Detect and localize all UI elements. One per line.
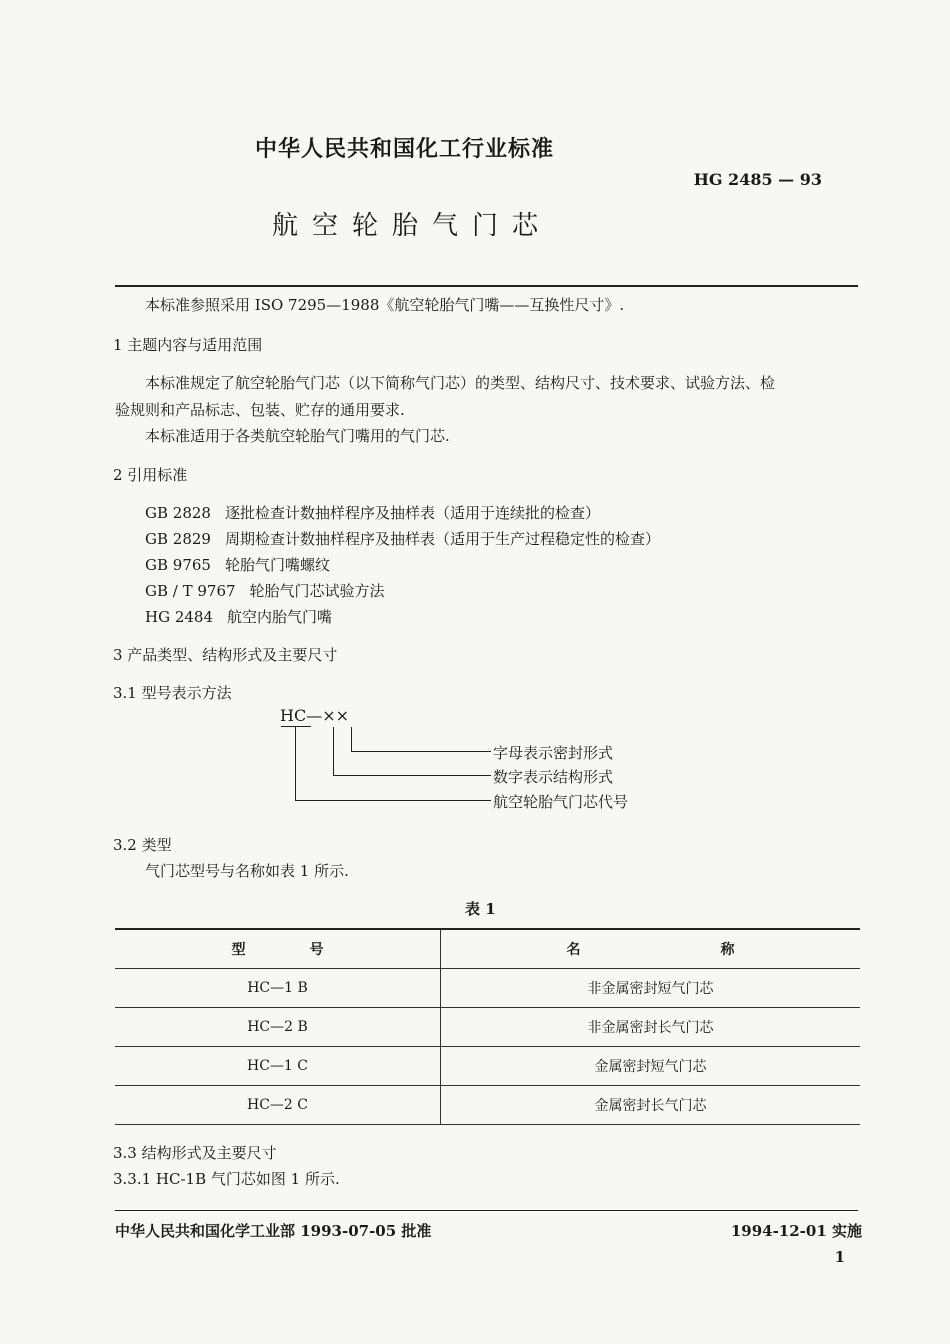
header-model: 型 号 — [115, 929, 441, 969]
section-3-2-text: 气门芯型号与名称如表 1 所示. — [145, 862, 349, 880]
page-number: 1 — [834, 1248, 845, 1266]
intro-text: 本标准参照采用 ISO 7295—1988《航空轮胎气门嘴——互换性尺寸》. — [145, 296, 625, 314]
reference-title: 轮胎气门嘴螺纹 — [224, 556, 330, 574]
section-1-heading: 1 主题内容与适用范围 — [113, 336, 263, 354]
cell-model: HC—2 B — [115, 1008, 441, 1047]
diagram-line — [295, 800, 491, 801]
section-2-heading: 2 引用标准 — [113, 466, 188, 484]
header-name: 名 称 — [441, 929, 861, 969]
cell-name: 非金属密封长气门芯 — [441, 1008, 861, 1047]
table-caption: 表 1 — [465, 900, 496, 918]
effective-date: 1994-12-01 实施 — [730, 1222, 862, 1240]
reference-item — [145, 528, 660, 549]
section-3-2-heading: 3.2 类型 — [113, 836, 172, 854]
reference-code: GB 9765 — [145, 556, 211, 574]
header-rule — [115, 285, 858, 287]
designation-label-code: 航空轮胎气门芯代号 — [493, 793, 629, 811]
standard-code: HG 2485 — 93 — [693, 170, 822, 189]
section-1-paragraph-line1: 本标准规定了航空轮胎气门芯（以下简称气门芯）的类型、结构尺寸、技术要求、试验方法、检 — [145, 374, 776, 392]
designation-underline — [281, 726, 311, 727]
section-3-3-heading: 3.3 结构形式及主要尺寸 — [113, 1144, 277, 1162]
reference-title: 周期检查计数抽样程序及抽样表（适用于生产过程稳定性的检查） — [224, 530, 660, 548]
table-row — [115, 969, 860, 1008]
table-row — [115, 1008, 860, 1047]
document-title: 航空轮胎气门芯 — [272, 211, 553, 241]
diagram-line — [351, 727, 352, 751]
designation-label-structure: 数字表示结构形式 — [493, 768, 614, 786]
reference-code: HG 2484 — [145, 608, 214, 626]
reference-item — [145, 502, 600, 523]
table-row — [115, 1047, 860, 1086]
reference-item — [145, 554, 330, 575]
diagram-line — [351, 751, 491, 752]
reference-title: 航空内胎气门嘴 — [227, 608, 333, 626]
reference-item — [145, 606, 332, 627]
reference-item — [145, 580, 385, 601]
section-3-3-1-text: 3.3.1 HC-1B 气门芯如图 1 所示. — [113, 1170, 340, 1188]
cell-name: 金属密封短气门芯 — [441, 1047, 861, 1086]
section-1-paragraph-2: 本标准适用于各类航空轮胎气门嘴用的气门芯. — [145, 427, 450, 445]
cell-model: HC—1 B — [115, 969, 441, 1008]
diagram-line — [333, 775, 491, 776]
standard-title: 中华人民共和国化工行业标准 — [255, 137, 555, 162]
reference-code: GB / T 9767 — [145, 582, 236, 600]
diagram-line — [333, 727, 334, 775]
reference-title: 轮胎气门芯试验方法 — [249, 582, 385, 600]
section-1-paragraph-line2: 验规则和产品标志、包装、贮存的通用要求. — [115, 401, 405, 419]
section-3-heading: 3 产品类型、结构形式及主要尺寸 — [113, 646, 338, 664]
type-table — [115, 928, 860, 1125]
footer-rule — [115, 1210, 858, 1211]
reference-code: GB 2829 — [145, 530, 211, 548]
diagram-line — [295, 727, 296, 800]
designation-code: HC—×× — [280, 706, 350, 725]
designation-label-seal: 字母表示密封形式 — [493, 744, 614, 762]
table-header-row — [115, 929, 860, 969]
cell-name: 非金属密封短气门芯 — [441, 969, 861, 1008]
cell-model: HC—1 C — [115, 1047, 441, 1086]
section-3-1-heading: 3.1 型号表示方法 — [113, 684, 232, 702]
cell-name: 金属密封长气门芯 — [441, 1086, 861, 1125]
reference-title: 逐批检查计数抽样程序及抽样表（适用于连续批的检查） — [224, 504, 600, 522]
table-row — [115, 1086, 860, 1125]
reference-code: GB 2828 — [145, 504, 211, 522]
cell-model: HC—2 C — [115, 1086, 441, 1125]
approval-text: 中华人民共和国化学工业部 1993-07-05 批准 — [115, 1222, 432, 1240]
